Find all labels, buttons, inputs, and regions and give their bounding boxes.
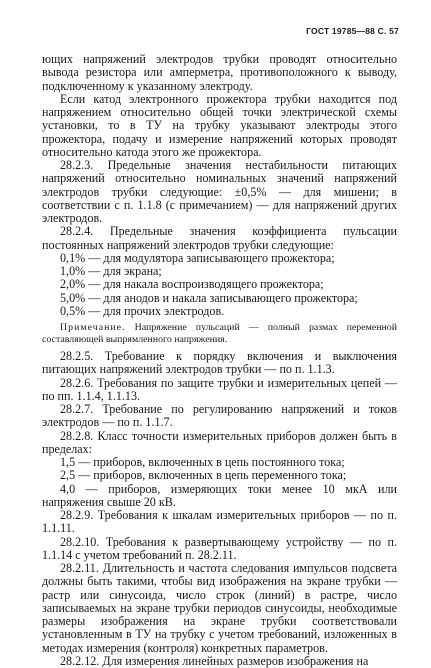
- list-item-ripple-screen: 1,0% — для экрана;: [60, 264, 162, 278]
- paragraph-28-2-8: 28.2.8. Класс точности измерительных приборов должен быть в пределах:: [42, 428, 397, 456]
- paragraph-28-2-12: 28.2.12. Для измерения линейных размеров изображения на: [60, 653, 369, 668]
- list-item-ripple-other: 0,5% — для прочих электродов.: [60, 303, 225, 318]
- paragraph-continuation: ющих напряжений электродов трубки проводят относительно вывода резистора или амперметра, противоположного к выводу, подключенному к указанному электроду.: [42, 52, 397, 93]
- paragraph-28-2-3: 28.2.3. Предельные значения нестабильности питающих напряжений относительно номинальных значений напряжений электродов трубки следующие: ±0,5% — для мишени; в соответствии с п. 1.1.8 (с примечанием) — для напряжений других электродов.: [42, 158, 397, 225]
- document-body: [42, 53, 397, 668]
- list-item-accuracy-ac: 2,5 — приборов, включенных в цепь переменного тока;: [60, 468, 347, 483]
- paragraph-cathode: Если катод электронного прожектора трубки находится под напряжением относительно общей точки электрической схемы установки, то в ТУ на трубку указывают электроды этого прожектора, подачу и измерение напряжений которых проводят относительно катода этого же прожектора.: [42, 91, 397, 159]
- paragraph-28-2-10: 28.2.10. Требования к развертывающему устройству — по п. 1.1.14 с учетом требований п. 28.2.11.: [42, 534, 397, 562]
- note: [42, 322, 397, 346]
- page-header: ГОСТ 19785—88 С. 57: [306, 26, 399, 36]
- paragraph-28-2-11: 28.2.11. Длительность и частота следования импульсов подсвета должны быть такими, чтобы вид изображения на экране трубки — растр или синусоида, число строк (линий) в растре, число записываемых на экране трубки периодов синусоиды, необходимые размеры изображения на экране трубки соответствовали установленным в ТУ на трубку с учетом требований, изложенных в методах измерения (контроля) конкретных параметров.: [42, 561, 397, 655]
- paragraph-28-2-9: 28.2.9. Требования к шкалам измерительных приборов — по п. 1.1.11.: [42, 508, 397, 536]
- list-item-ripple-modulator: 0,1% — для модулятора записывающего прожектора;: [60, 250, 335, 265]
- note-label: Примечание.: [60, 322, 126, 333]
- paragraph-28-2-5: 28.2.5. Требование к порядку включения и выключения питающих напряжений электродов трубки — по п. 1.1.3.: [42, 349, 397, 377]
- list-item-ripple-heater: 2,0% — для накала воспроизводящего прожектора;: [60, 277, 324, 292]
- note-text: Напряжение пульсаций — полный размах переменной составляющей выпрямленного напряжения.: [42, 322, 398, 346]
- paragraph-28-2-4: 28.2.4. Предельные значения коэффициента пульсации постоянных напряжений электродов трубки следующие:: [42, 224, 397, 252]
- list-item-ripple-anodes: 5,0% — для анодов и накала записывающего прожектора;: [60, 290, 358, 305]
- paragraph-28-2-6: 28.2.6. Требования по защите трубки и измерительных цепей — по пп. 1.1.4, 1.1.13.: [42, 375, 397, 403]
- list-item-accuracy-low-current: 4,0 — приборов, измеряющих токи менее 10 мкА или напряжения свыше 20 кВ.: [42, 481, 397, 509]
- paragraph-28-2-7: 28.2.7. Требование по регулированию напряжений и токов электродов — по п. 1.1.7.: [42, 402, 397, 430]
- list-item-accuracy-dc: 1,5 — приборов, включенных в цепь постоянного тока;: [60, 455, 345, 470]
